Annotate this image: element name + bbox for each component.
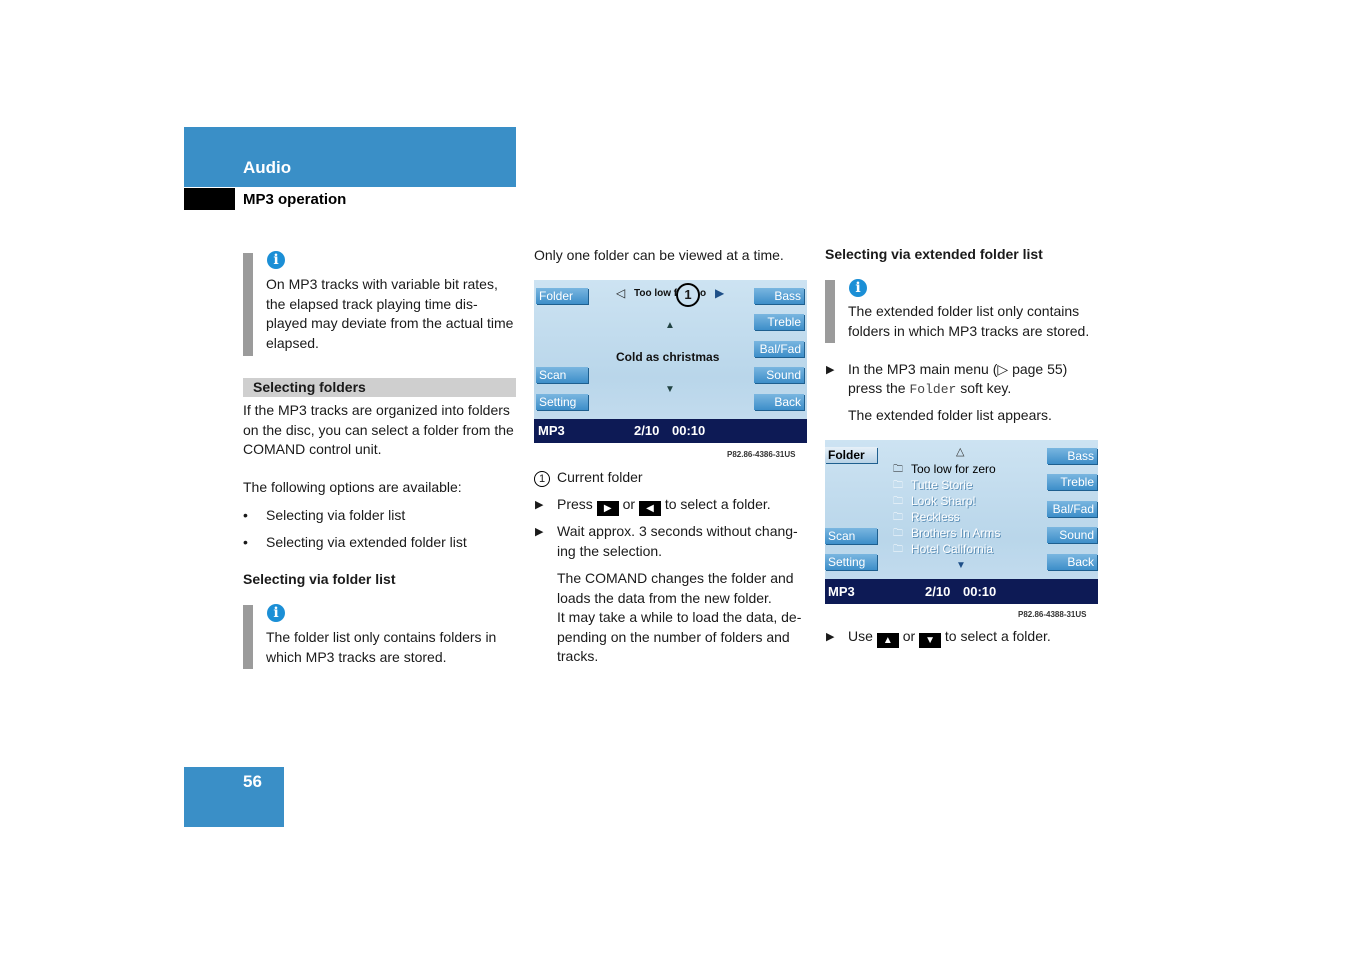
folder-softkey: Folder — [825, 447, 877, 463]
comand-screen — [534, 280, 807, 443]
folder-softkey: Folder — [536, 288, 588, 304]
down-arrow-icon: ▼ — [665, 384, 675, 395]
legend-number: 1 — [534, 471, 550, 487]
down-arrow-icon: ▼ — [956, 560, 966, 571]
folder-name-partial: Too low f — [634, 288, 678, 299]
info-icon: i — [267, 251, 285, 269]
list-item: Selecting via folder list — [266, 507, 406, 523]
folder-icon: 🗀 — [893, 528, 903, 539]
step-note: The COMAND changes the folder and loads the data from the new folder. — [557, 570, 794, 606]
down-key-icon: ▼ — [919, 633, 941, 648]
folder-item: Tutte Storie — [911, 478, 973, 492]
status-track: 2/10 — [634, 423, 660, 438]
status-bar — [534, 419, 807, 443]
bass-softkey: Bass — [1047, 448, 1097, 464]
legend-text: Current folder — [557, 469, 643, 485]
step — [848, 379, 1011, 400]
left-key-icon: ◀ — [639, 501, 661, 516]
bullet-icon: • — [243, 534, 248, 550]
prev-arrow-icon: ◁ — [616, 286, 626, 300]
section-bar — [243, 378, 516, 397]
step — [848, 627, 1051, 648]
paragraph: If the MP3 tracks are organized into folders on the disc, you can select a folder from the COMAND control unit. — [243, 402, 514, 457]
step-arrow-icon: ▶ — [826, 631, 835, 643]
next-arrow-icon: ▶ — [715, 286, 725, 300]
back-softkey: Back — [754, 394, 804, 410]
info-bar — [243, 253, 253, 356]
up-arrow-icon: △ — [956, 446, 965, 458]
folder-icon: 🗀 — [893, 480, 903, 491]
subheading: Selecting via extended folder list — [825, 246, 1043, 262]
step-text: to select a folder. — [664, 496, 771, 512]
folder-icon: 🗀 — [893, 464, 903, 475]
folder-name-end: o — [700, 288, 707, 299]
step — [848, 360, 1067, 380]
section-heading: Selecting folders — [253, 379, 366, 395]
folder-item: Hotel California — [911, 542, 994, 556]
folder-icon: 🗀 — [893, 496, 903, 507]
subheading: Selecting via folder list — [243, 571, 396, 587]
bullet-icon: • — [243, 507, 248, 523]
info-bar — [243, 605, 253, 669]
folder-item-selected: Too low for zero — [911, 462, 996, 476]
balfad-softkey: Bal/Fad — [754, 341, 804, 357]
right-key-icon: ▶ — [597, 501, 619, 516]
step-arrow-icon: ▶ — [826, 364, 835, 376]
folder-icon: 🗀 — [893, 512, 903, 523]
subsection-title: MP3 operation — [243, 191, 347, 208]
treble-softkey: Treble — [754, 314, 804, 330]
info-text: The extended folder list only contains folders in which MP3 tracks are stored. — [848, 303, 1090, 339]
step-text: In the MP3 main menu ( — [848, 361, 998, 377]
step-result: The extended folder list appears. — [848, 407, 1052, 423]
page-number: 56 — [243, 772, 262, 791]
sound-softkey: Sound — [1047, 527, 1097, 543]
status-track: 2/10 — [925, 584, 951, 599]
balfad-softkey: Bal/Fad — [1047, 501, 1097, 517]
status-time: 00:10 — [672, 423, 706, 438]
step-arrow-icon: ▶ — [535, 499, 544, 511]
step-text: Wait approx. 3 seconds without chang-ing the selection. — [557, 523, 798, 559]
folder-icon: 🗀 — [893, 544, 903, 555]
callout-marker: 1 — [676, 283, 700, 307]
setting-softkey: Setting — [825, 554, 877, 570]
step-text: press the — [848, 380, 906, 396]
status-mode: MP3 — [538, 423, 565, 438]
treble-softkey: Treble — [1047, 474, 1097, 490]
info-icon: i — [267, 604, 285, 622]
scan-softkey: Scan — [825, 528, 877, 544]
bass-softkey: Bass — [754, 288, 804, 304]
step-text: soft key. — [960, 380, 1012, 396]
step-text: Use — [848, 628, 873, 644]
step-text: or — [622, 496, 636, 512]
step-arrow-icon: ▶ — [535, 526, 544, 538]
page-ref: ▷ page 55) — [997, 361, 1068, 377]
scan-softkey: Scan — [536, 367, 588, 383]
step — [557, 495, 771, 516]
softkey-name: Folder — [909, 382, 957, 397]
image-caption: P82.86-4388-31US — [1018, 610, 1087, 619]
info-text: On MP3 tracks with variable bit rates, the elapsed track playing time dis-played may deviate from the actual time elapsed. — [266, 276, 514, 351]
subheader-tab — [184, 188, 235, 210]
info-bar — [825, 280, 835, 343]
folder-item: Brothers In Arms — [911, 526, 1001, 540]
status-time: 00:10 — [963, 584, 997, 599]
info-icon: i — [849, 279, 867, 297]
header-band — [184, 127, 516, 187]
step-text: to select a folder. — [944, 628, 1051, 644]
paragraph: The following options are available: — [243, 479, 462, 495]
comand-screen-extended — [825, 440, 1098, 604]
info-text: The folder list only contains folders in which MP3 tracks are stored. — [266, 629, 497, 665]
back-softkey: Back — [1047, 554, 1097, 570]
folder-item: Reckless — [911, 510, 960, 524]
status-bar — [825, 579, 1098, 604]
step-text: Press — [557, 496, 593, 512]
setting-softkey: Setting — [536, 394, 588, 410]
up-key-icon: ▲ — [877, 633, 899, 648]
list-item: Selecting via extended folder list — [266, 534, 467, 550]
section-title: Audio — [243, 158, 292, 177]
folder-item: Look Sharp! — [911, 494, 976, 508]
step-note: It may take a while to load the data, de-pending on the number of folders and tracks. — [557, 609, 802, 664]
step-text: or — [902, 628, 916, 644]
legend — [534, 468, 550, 488]
current-folder-name: Cold as christmas — [616, 350, 720, 364]
up-arrow-icon: ▲ — [665, 320, 675, 331]
paragraph: Only one folder can be viewed at a time. — [534, 247, 784, 263]
sound-softkey: Sound — [754, 367, 804, 383]
status-mode: MP3 — [828, 584, 855, 599]
image-caption: P82.86-4386-31US — [727, 450, 796, 459]
page-number-box — [184, 767, 284, 827]
